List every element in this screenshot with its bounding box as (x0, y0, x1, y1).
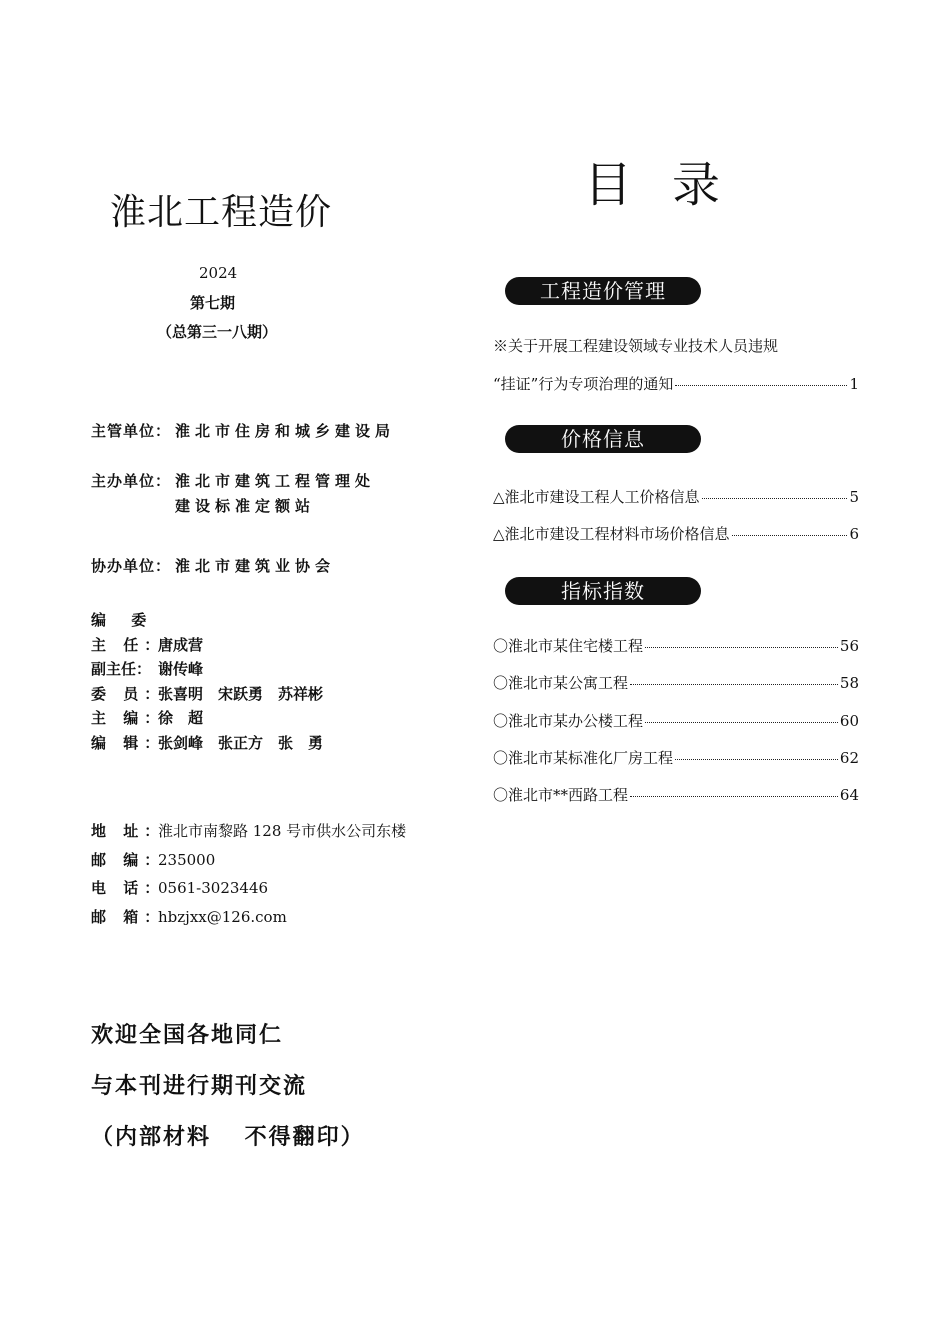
toc-item[interactable] (493, 486, 859, 507)
phone-value: 0561-3023446 (158, 879, 269, 898)
toc-item-page: 62 (839, 749, 859, 767)
toc-leader (702, 498, 848, 499)
supervisor-row (91, 420, 395, 441)
email-label: 邮 箱： (91, 907, 166, 926)
welcome-line-3: （内部材料 不得翻印） (91, 1124, 365, 1150)
editors-label: 编 辑： (91, 733, 166, 752)
email-value: hbzjxx@126.com (158, 907, 287, 926)
host-value-line2: 建设标准定额站 (175, 497, 316, 515)
toc-leader (732, 535, 848, 536)
director-row (91, 633, 323, 658)
toc-item-title: 〇淮北市某标准化厂房工程 (493, 749, 674, 767)
toc-item[interactable] (493, 635, 859, 656)
chief-editor-row (91, 706, 323, 731)
host-row (91, 470, 375, 491)
toc-leader (630, 796, 838, 797)
toc-section-cost-management: 工程造价管理 (505, 277, 701, 305)
toc-item-title: 〇淮北市某公寓工程 (493, 674, 629, 692)
phone-label: 电 话： (91, 879, 166, 898)
co-organizer-value: 淮北市建筑业协会 (175, 557, 336, 575)
postcode-label: 邮 编： (91, 850, 166, 869)
postcode-value: 235000 (158, 850, 216, 869)
editors-names: 张剑峰 张正方 张 勇 (158, 733, 324, 752)
toc-item-page: 56 (839, 637, 859, 655)
members-names: 张喜明 宋跃勇 苏祥彬 (158, 684, 324, 703)
welcome-block (91, 1010, 365, 1163)
toc-section-indicators: 指标指数 (505, 577, 701, 605)
toc-item[interactable] (493, 373, 859, 394)
contact-block (91, 817, 406, 931)
toc-item-line1: ※关于开展工程建设领域专业技术人员违规 (493, 337, 779, 355)
supervisor-value: 淮北市住房和城乡建设局 (175, 422, 396, 440)
welcome-line-2: 与本刊进行期刊交流 (91, 1073, 308, 1099)
director-label: 主 任： (91, 635, 166, 654)
toc-section-price-info: 价格信息 (505, 425, 701, 453)
toc-item-title: 〇淮北市**西路工程 (493, 786, 629, 804)
email-row (91, 903, 406, 932)
toc-item-title: △淮北市建设工程人工价格信息 (493, 488, 700, 506)
issue-year: 2024 (199, 264, 238, 282)
address-label: 地 址： (91, 822, 166, 840)
deputy-row (91, 657, 323, 682)
toc-item[interactable] (493, 784, 859, 805)
deputy-label: 副主任： (91, 660, 152, 679)
toc-leader (675, 385, 847, 386)
toc-leader (645, 722, 838, 723)
toc-item-page: 1 (849, 375, 859, 393)
host-value-line1: 淮北市建筑工程管理处 (175, 472, 376, 490)
editorial-board (91, 608, 323, 756)
toc-item[interactable] (493, 747, 859, 768)
toc-item-page: 5 (849, 488, 859, 506)
issue-number: 第七期 (190, 294, 236, 312)
toc-title: 目录 (584, 157, 761, 213)
director-name: 唐成营 (158, 635, 204, 654)
toc-item-title: 〇淮北市某办公楼工程 (493, 712, 644, 730)
supervisor-label: 主管单位： (91, 422, 172, 440)
welcome-line-1: 欢迎全国各地同仁 (91, 1022, 284, 1048)
host-label: 主办单位： (91, 472, 172, 490)
address-value: 淮北市南黎路 128 号市供水公司东楼 (158, 822, 407, 840)
address-row (91, 817, 406, 846)
toc-item[interactable] (493, 523, 859, 544)
magazine-title: 淮北工程造价 (110, 192, 333, 233)
toc-leader (630, 684, 838, 685)
toc-item-page: 58 (839, 674, 859, 692)
co-organizer-label: 协办单位： (91, 557, 172, 575)
editorial-heading: 编 委 (91, 611, 157, 629)
toc-item-title: △淮北市建设工程材料市场价格信息 (493, 525, 730, 543)
toc-item-page: 6 (849, 525, 859, 543)
toc-leader (675, 759, 838, 760)
deputy-name: 谢传峰 (158, 660, 204, 679)
chief-editor-label: 主 编： (91, 709, 166, 728)
members-row (91, 682, 323, 707)
phone-row (91, 874, 406, 903)
toc-item-title: “挂证”行为专项治理的通知 (493, 375, 674, 393)
toc-leader (645, 647, 838, 648)
host-row-2 (175, 495, 315, 516)
editors-row (91, 731, 323, 756)
toc-item[interactable] (493, 710, 859, 731)
total-issue-number: （总第三一八期） (157, 323, 278, 341)
chief-editor-name: 徐 超 (158, 709, 204, 728)
postcode-row (91, 846, 406, 875)
toc-item-title: 〇淮北市某住宅楼工程 (493, 637, 644, 655)
toc-item-page: 60 (839, 712, 859, 730)
toc-item[interactable] (493, 672, 859, 693)
members-label: 委 员： (91, 684, 166, 703)
co-organizer-row (91, 555, 335, 576)
toc-item-page: 64 (839, 786, 859, 804)
